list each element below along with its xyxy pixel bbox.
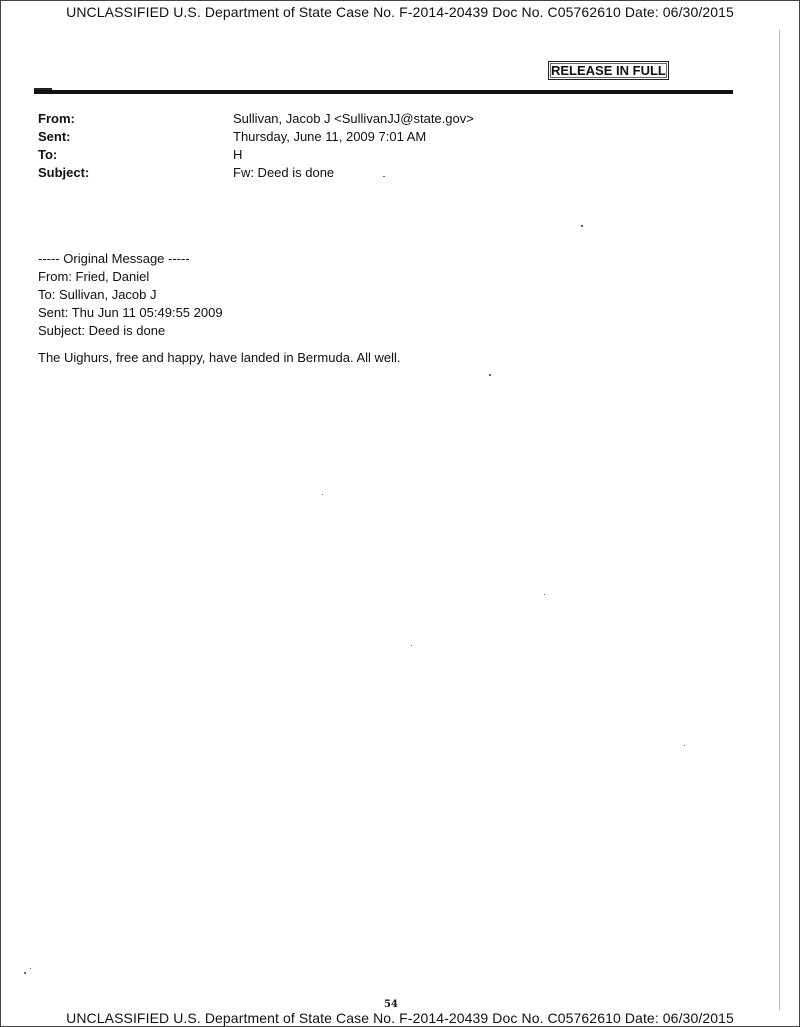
scan-speck	[411, 645, 412, 646]
to-value: H	[233, 147, 243, 162]
subject-value: Fw: Deed is done	[233, 165, 335, 180]
original-subject-line: Subject: Deed is done	[38, 323, 166, 338]
subject-label: Subject:	[38, 165, 90, 180]
classification-header: UNCLASSIFIED U.S. Department of State Case No. F-2014-20439 Doc No. C05762610 Date: 06/30/2015	[66, 4, 734, 20]
scan-speck	[581, 225, 583, 227]
classification-footer: UNCLASSIFIED U.S. Department of State Case No. F-2014-20439 Doc No. C05762610 Date: 06/30/2015	[66, 1010, 734, 1026]
scan-speck	[30, 968, 31, 969]
from-label: From:	[38, 111, 75, 126]
scan-speck	[322, 494, 323, 495]
scan-speck	[24, 972, 26, 974]
original-message-separator: ----- Original Message -----	[38, 251, 190, 266]
from-value: Sullivan, Jacob J <SullivanJJ@state.gov>	[233, 111, 474, 126]
release-stamp: RELEASE IN FULL	[548, 61, 669, 80]
original-from-line: From: Fried, Daniel	[38, 269, 150, 284]
to-label: To:	[38, 147, 58, 162]
scan-speck	[489, 374, 491, 376]
header-rule	[34, 90, 733, 94]
page-number: 54	[384, 999, 398, 1010]
message-text: The Uighurs, free and happy, have landed in Bermuda. All well.	[38, 350, 401, 365]
original-sent-line: Sent: Thu Jun 11 05:49:55 2009	[38, 305, 223, 320]
sent-label: Sent:	[38, 129, 71, 144]
scan-speck	[383, 176, 385, 177]
sent-value: Thursday, June 11, 2009 7:01 AM	[233, 129, 427, 144]
scan-speck	[544, 594, 545, 595]
original-to-line: To: Sullivan, Jacob J	[38, 287, 157, 302]
email-body	[38, 250, 401, 367]
scan-edge-line	[779, 30, 780, 1010]
scan-speck	[684, 745, 685, 746]
